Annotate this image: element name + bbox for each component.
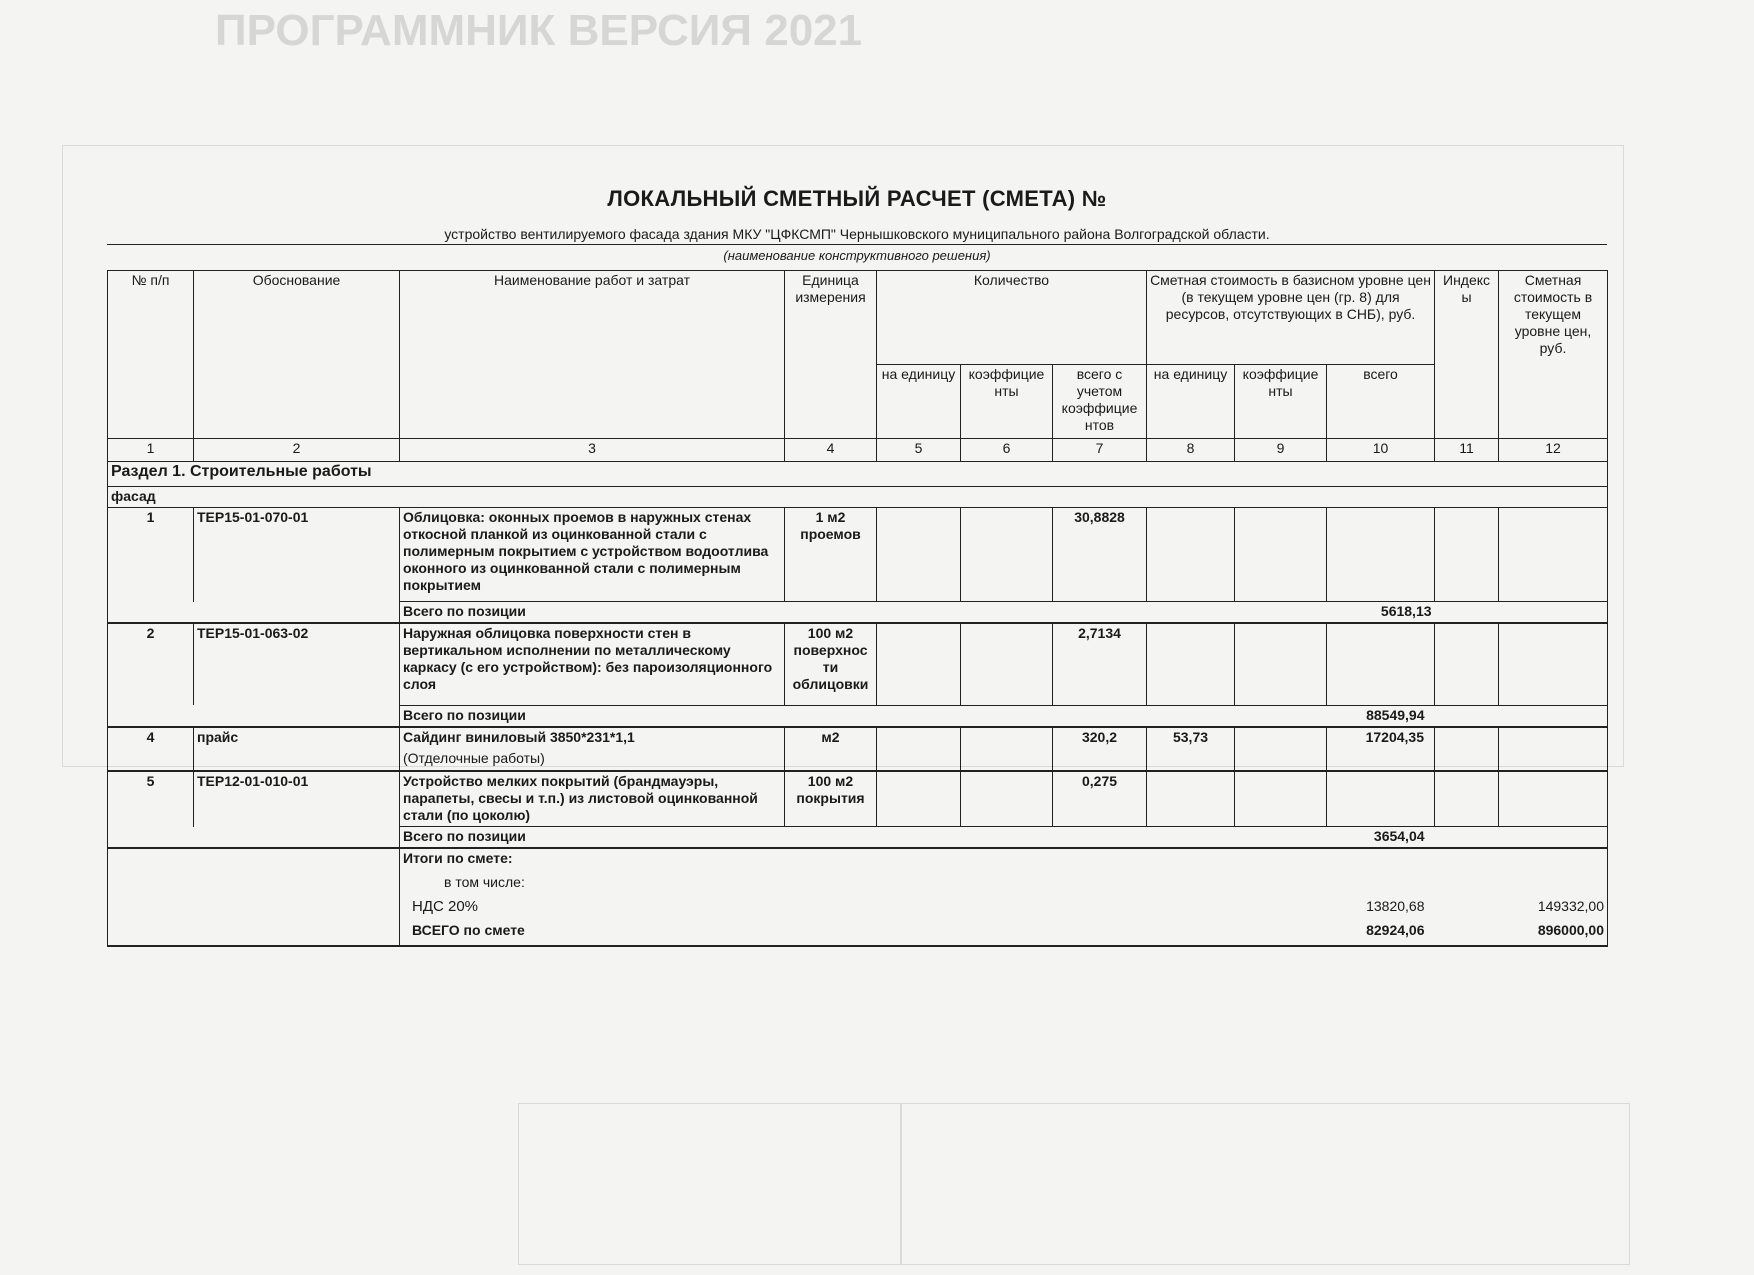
header-quantity: Количество [877, 271, 1147, 365]
bleed-through-stamp [518, 1103, 1630, 1265]
header-qty-per-unit: на единицу [877, 365, 961, 439]
item-basis: прайс [194, 727, 400, 749]
col-number: 10 [1327, 439, 1435, 462]
item-unit: м2 [785, 727, 877, 749]
table-row [108, 771, 1608, 827]
position-total-label: Всего по позиции [400, 827, 785, 849]
item-no: 1 [108, 508, 194, 602]
col-number: 12 [1499, 439, 1608, 462]
section-title: Раздел 1. Строительные работы [108, 462, 1608, 487]
document-caption: (наименование конструктивного решения) [723, 248, 991, 263]
item-qty-total: 320,2 [1053, 727, 1147, 749]
col-number: 11 [1435, 439, 1499, 462]
position-total-value: 3654,04 [1327, 827, 1435, 849]
grand-total-base: 82924,06 [1327, 921, 1435, 946]
col-number: 6 [961, 439, 1053, 462]
bleed-through-stamp-divider [900, 1103, 902, 1265]
col-number: 8 [1147, 439, 1235, 462]
header-current-cost: Сметная стоимость в текущем уровне цен, руб. [1499, 271, 1608, 439]
col-number: 9 [1235, 439, 1327, 462]
header-qty-total: всего с учетом коэффицие нтов [1053, 365, 1147, 439]
grand-total-row [108, 921, 1608, 946]
document-title: ЛОКАЛЬНЫЙ СМЕТНЫЙ РАСЧЕТ (СМЕТА) № [607, 186, 1107, 211]
item-qty-total: 2,7134 [1053, 623, 1147, 705]
vat-label: НДС 20% [400, 897, 785, 921]
subtitle-underline [107, 244, 1607, 245]
col-number: 5 [877, 439, 961, 462]
item-name: Наружная облицовка поверхности стен в вертикальном исполнении по металлическому каркасу (с его устройством): без пароизоляционного слоя [400, 623, 785, 705]
table-row [108, 508, 1608, 602]
item-qty-total: 0,275 [1053, 771, 1147, 827]
item-qty-total: 30,8828 [1053, 508, 1147, 602]
position-total-value: 5618,13 [1327, 602, 1435, 624]
document-subtitle: устройство вентилируемого фасада здания МКУ "ЦФКСМП" Чернышковского муниципального района Волгоградской области. [444, 226, 1270, 242]
bleed-through-heading: ПРОГРАММНИК ВЕРСИЯ 2021 [215, 6, 863, 55]
header-basis: Обоснование [194, 271, 400, 439]
header-cost-group: Сметная стоимость в базисном уровне цен (в текущем уровне цен (гр. 8) для ресурсов, отсутствующих в СНБ), руб. [1147, 271, 1435, 365]
item-no: 4 [108, 727, 194, 749]
table-row [108, 727, 1608, 749]
col-number: 3 [400, 439, 785, 462]
item-cost-per-unit: 53,73 [1147, 727, 1235, 749]
col-number: 1 [108, 439, 194, 462]
item-name: Устройство мелких покрытий (брандмауэры, парапеты, свесы и т.п.) из листовой оцинкованной стали (по цоколю) [400, 771, 785, 827]
header-index: Индекс ы [1435, 271, 1499, 439]
item-name: Облицовка: оконных проемов в наружных стенах откосной планкой из оцинкованной стали с полимерным покрытием с устройством водоотлива оконного из оцинкованной стали с полимерным покрытием [400, 508, 785, 602]
item-name: Сайдинг виниловый 3850*231*1,1 [400, 727, 785, 749]
header-name: Наименование работ и затрат [400, 271, 785, 439]
header-cost-per-unit: на единицу [1147, 365, 1235, 439]
summary-title-row [108, 848, 1608, 873]
subsection-title: фасад [108, 487, 1608, 508]
vat-row [108, 897, 1608, 921]
summary-including-row [108, 873, 1608, 897]
item-no: 2 [108, 623, 194, 705]
position-total-row [108, 602, 1608, 624]
col-number: 4 [785, 439, 877, 462]
vat-base: 13820,68 [1366, 898, 1425, 914]
summary-title: Итоги по смете: [400, 848, 785, 873]
item-basis: ТЕР15-01-070-01 [194, 508, 400, 602]
grand-total-current: 896000,00 [1499, 921, 1608, 946]
summary-including: в том числе: [400, 873, 785, 897]
grand-total-label: ВСЕГО по смете [400, 921, 785, 946]
column-number-row [108, 439, 1608, 462]
item-unit: 1 м2 проемов [785, 508, 877, 602]
item-unit: 100 м2 поверхнос ти облицовки [785, 623, 877, 705]
item-unit: 100 м2 покрытия [785, 771, 877, 827]
item-note: (Отделочные работы) [400, 749, 785, 771]
header-no: № п/п [108, 271, 194, 439]
table-row [108, 623, 1608, 705]
position-total-row [108, 827, 1608, 849]
header-qty-coef: коэффицие нты [961, 365, 1053, 439]
item-basis: ТЕР15-01-063-02 [194, 623, 400, 705]
item-cost-total: 17204,35 [1327, 727, 1435, 749]
position-total-row [108, 705, 1608, 727]
position-total-label: Всего по позиции [400, 705, 785, 727]
position-total-label: Всего по позиции [400, 602, 785, 624]
estimate-table [107, 270, 1608, 947]
item-basis: ТЕР12-01-010-01 [194, 771, 400, 827]
item-no: 5 [108, 771, 194, 827]
col-number: 7 [1053, 439, 1147, 462]
header-cost-coef: коэффицие нты [1235, 365, 1327, 439]
header-unit: Единица измерения [785, 271, 877, 439]
vat-current: 149332,00 [1499, 897, 1608, 921]
col-number: 2 [194, 439, 400, 462]
position-total-value: 88549,94 [1327, 705, 1435, 727]
table-row [108, 749, 1608, 771]
header-cost-total: всего [1327, 365, 1435, 439]
